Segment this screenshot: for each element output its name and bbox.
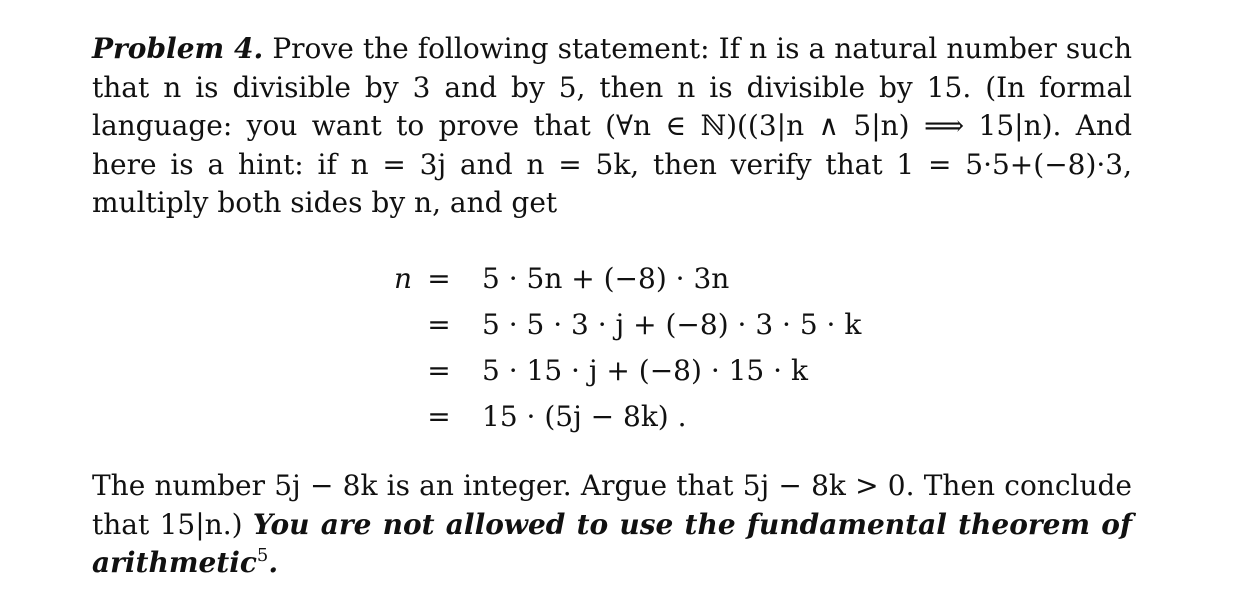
- statement-line-5: by n, and get: [371, 186, 558, 220]
- problem-document: [92, 30, 1133, 580]
- closing-line-2: that 15|n.): [92, 507, 243, 541]
- problem-statement: [92, 30, 1132, 223]
- equation-row: [92, 348, 1132, 394]
- equation-array: [92, 256, 1132, 456]
- statement-line-1: Prove the following statement: If n is a natural number such: [272, 32, 1132, 65]
- equation-row: [92, 394, 1132, 440]
- equation-rhs: 5 · 15 · j + (−8) · 15 · k: [482, 354, 808, 387]
- statement-line-2: that n is divisible by 3 and by 5, then n is divisible by 15. (In formal language:: [92, 70, 1132, 143]
- equation-row: [92, 256, 1132, 302]
- equation-lhs: n: [393, 262, 412, 295]
- equation-rhs: 5 · 5 · 3 · j + (−8) · 3 · 5 · k: [482, 308, 862, 341]
- equals-sign: =: [427, 400, 451, 433]
- equals-sign: =: [427, 354, 451, 387]
- equals-sign: =: [427, 262, 451, 295]
- equation-rhs: 15 · (5j − 8k) .: [482, 400, 687, 433]
- statement-line-4: if n = 3j and n = 5k, then verify that 1 = 5·5+(−8)·3, multiply both sides: [92, 147, 1133, 220]
- closing-line-1: The number 5j − 8k is an integer. Argue that 5j − 8k > 0. Then conclude: [92, 469, 1132, 502]
- statement-line-3: you want to prove that (∀n ∈ ℕ)((3|n ∧ 5|n) ⟹ 15|n). And here is a hint:: [92, 109, 1132, 181]
- equals-sign: =: [427, 308, 451, 341]
- footnote-mark: 5: [256, 545, 269, 567]
- equation-rhs: 5 · 5n + (−8) · 3n: [482, 262, 730, 295]
- equation-row: [92, 302, 1132, 348]
- problem-heading: Problem 4.: [92, 32, 264, 65]
- problem-closing: [92, 467, 1132, 583]
- emphasis-period: .: [268, 546, 279, 580]
- emphasis-note: You are not allowed to use the fundamental theorem of arithmetic: [92, 507, 1132, 580]
